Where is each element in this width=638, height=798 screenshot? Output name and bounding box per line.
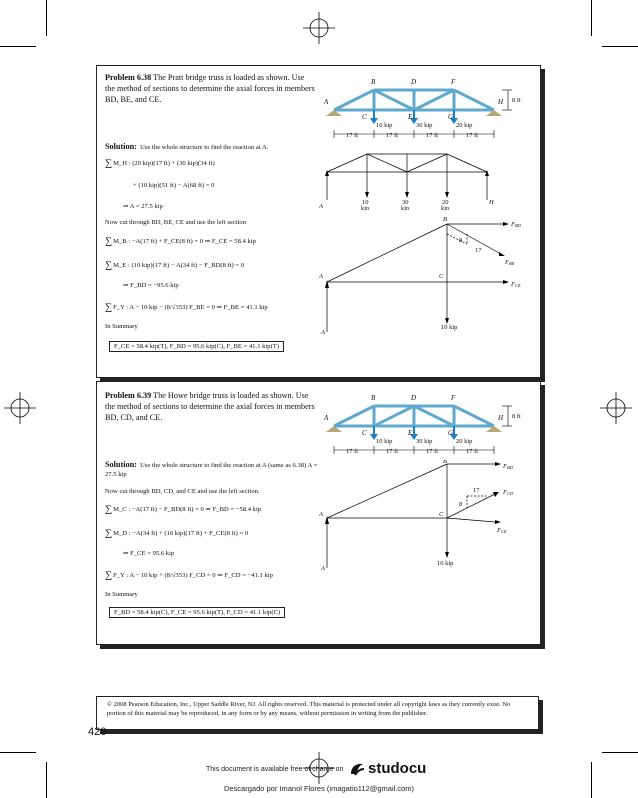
solution-intro	[105, 142, 268, 152]
svg-text:20: 20	[442, 199, 449, 206]
svg-text:E: E	[408, 429, 413, 437]
crop-mark	[602, 46, 638, 47]
in-summary: In Summary	[105, 323, 138, 330]
equation: ∑F_Y : A − 10 kip + (8/√353) F_CD = 0 ⇒ F_CD = −41.1 kip	[105, 570, 273, 581]
equation: + (10 kip)(51 ft) − A(68 ft) = 0	[133, 182, 215, 189]
registration-mark	[303, 12, 335, 44]
svg-text:C: C	[439, 511, 444, 518]
svg-text:kip: kip	[401, 205, 410, 210]
solution-label: Solution:	[105, 142, 137, 151]
equation: ⇒ A = 27.5 kip	[123, 203, 163, 210]
node-label: A	[324, 98, 329, 106]
equation: ∑F_Y : A − 10 kip − (8/√353) F_BE = 0 ⇒ F_BE = 41.1 kip	[105, 302, 268, 313]
node-label: D	[411, 78, 417, 86]
node-label: C	[362, 113, 367, 121]
crop-mark	[0, 752, 36, 753]
svg-text:A: A	[319, 273, 323, 280]
svg-text:B: B	[443, 460, 447, 465]
svg-text:FCE: FCE	[497, 527, 507, 534]
problem-6-39-box	[96, 381, 541, 645]
node-label: E	[408, 113, 413, 121]
studocu-logo[interactable]: studocu	[368, 760, 427, 777]
cut-text: Now cut through BD, BE, CE and use the left section	[105, 219, 247, 226]
height-label: 8 ft	[512, 97, 521, 104]
sigma-icon: ∑	[105, 260, 113, 271]
node-label: B	[371, 78, 376, 86]
sigma-icon: ∑	[105, 158, 113, 169]
svg-text:8: 8	[459, 501, 463, 508]
howe-truss-figure	[322, 388, 536, 458]
svg-text:30: 30	[402, 199, 409, 206]
span-label: 17 ft	[426, 132, 439, 139]
problem-statement	[105, 390, 315, 423]
page-number: 420	[88, 726, 107, 738]
available-text: This document is available free of charge on	[206, 766, 344, 773]
summary-box: F_BD = 58.4 kip(C), F_CE = 95.6 kip(T), F_CD = 41.1 kip(C)	[109, 607, 285, 618]
load-label: 10 kip	[376, 122, 393, 129]
svg-text:FBE: FBE	[505, 259, 515, 266]
svg-text:10 kip: 10 kip	[441, 324, 458, 331]
span-label: 17 ft	[386, 132, 399, 139]
svg-text:kip: kip	[441, 205, 450, 210]
equation: ⇒ F_CE = 95.6 kip	[123, 550, 175, 557]
pratt-truss-figure	[322, 72, 536, 142]
problem-text: The Howe bridge truss is loaded as shown. Use the method of sections to determine the axial forces in members BD, CD, and CE.	[105, 391, 315, 422]
section-fbd-6-38	[315, 214, 535, 334]
whole-structure-fbd	[315, 146, 515, 210]
svg-text:FCE: FCE	[511, 281, 521, 288]
sigma-icon: ∑	[105, 236, 113, 247]
svg-text:10 kip: 10 kip	[376, 438, 393, 445]
svg-text:17 ft: 17 ft	[466, 448, 479, 455]
svg-text:F: F	[451, 394, 456, 402]
crop-mark	[591, 0, 592, 36]
svg-text:B: B	[443, 216, 447, 223]
sigma-icon: ∑	[105, 528, 113, 539]
svg-text:G: G	[448, 429, 454, 437]
svg-text:30 kip: 30 kip	[416, 438, 433, 445]
svg-text:B: B	[371, 394, 376, 402]
svg-text:FBD: FBD	[511, 221, 521, 228]
node-label: F	[451, 78, 456, 86]
registration-mark	[600, 392, 632, 424]
span-label: 17 ft	[466, 132, 479, 139]
cut-text: Now cut through BD, CD, and CE and use the left section.	[105, 488, 260, 495]
sigma-icon: ∑	[105, 302, 113, 313]
span-label: 17 ft	[346, 132, 359, 139]
problem-title: Problem 6.38	[105, 73, 152, 82]
svg-text:H: H	[489, 199, 494, 206]
sigma-icon: ∑	[105, 570, 113, 581]
summary-box: F_CE = 58.4 kip(T), F_BD = 95.6 kip(C), F_BE = 41.1 kip(T)	[109, 341, 284, 352]
svg-text:C: C	[362, 429, 367, 437]
equation: ∑M_D : −A(34 ft) + (10 kip)(17 ft) + F_CE(8 ft) = 0	[105, 528, 249, 539]
svg-text:kip: kip	[361, 205, 370, 210]
node-label: H	[498, 98, 504, 106]
crop-mark	[46, 0, 47, 36]
svg-text:H: H	[498, 414, 504, 422]
svg-text:8: 8	[459, 237, 463, 244]
solution-intro	[105, 460, 325, 479]
svg-text:17: 17	[475, 247, 482, 254]
svg-text:A: A	[321, 329, 325, 334]
svg-text:20 kip: 20 kip	[456, 438, 473, 445]
equation: ⇒ F_BD = −95.6 kip	[123, 282, 179, 289]
solution-label: Solution:	[105, 460, 137, 469]
svg-text:17 ft: 17 ft	[386, 448, 399, 455]
svg-text:8 ft: 8 ft	[512, 413, 521, 420]
equation: ∑M_H : (20 kip)(17 ft) + (30 kip)(34 ft)	[105, 158, 215, 169]
svg-text:10 kip: 10 kip	[437, 560, 454, 567]
problem-text: The Pratt bridge truss is loaded as shown. Use the method of sections to determine the axial forces in members BD, BE, and CE.	[105, 73, 315, 104]
solution-text: Use the whole structure to find the reaction at A (same as 6.38) A = 27.5 kip	[105, 462, 318, 478]
load-label: 30 kip	[416, 122, 433, 129]
registration-mark	[4, 392, 36, 424]
svg-text:FCD: FCD	[503, 489, 514, 496]
node-label: G	[448, 113, 454, 121]
crop-mark	[0, 46, 36, 47]
problem-statement	[105, 72, 315, 105]
svg-text:A: A	[324, 414, 329, 422]
load-label: 20 kip	[456, 122, 473, 129]
svg-text:C: C	[439, 273, 444, 280]
svg-text:A: A	[319, 511, 323, 518]
download-credit: Descargado por Imanol Flores (imagatio112@gmail.com)	[223, 784, 415, 793]
section-fbd-6-39	[315, 460, 535, 578]
in-summary: In Summary	[105, 591, 138, 598]
sigma-icon: ∑	[105, 504, 113, 515]
solution-text: Use the whole structure to find the reaction at A.	[140, 144, 269, 151]
problem-6-38-box	[96, 65, 541, 378]
svg-text:17: 17	[473, 487, 480, 494]
svg-text:D: D	[411, 394, 417, 402]
svg-text:FBD: FBD	[503, 463, 513, 470]
svg-text:A: A	[321, 565, 325, 572]
equation: ∑M_E : (10 kip)(17 ft) − A(34 ft) − F_BD(8 ft) = 0	[105, 260, 245, 271]
crop-mark	[602, 752, 638, 753]
studocu-logo-icon	[348, 760, 366, 778]
svg-text:17 ft: 17 ft	[426, 448, 439, 455]
svg-text:17 ft: 17 ft	[346, 448, 359, 455]
svg-text:10: 10	[362, 199, 369, 206]
copyright-box	[96, 696, 539, 730]
svg-text:A: A	[319, 203, 323, 210]
equation: ∑M_B : −A(17 ft) + F_CE(8 ft) = 0 ⇒ F_CE = 58.4 kip	[105, 236, 256, 247]
copyright-text: © 2008 Pearson Education, Inc., Upper Saddle River, NJ. All rights reserved. This material is protected under all copyright laws as they currently exist. No portion of this material may be reproduced, in any form or by any means, without permission in writing from the publisher.	[107, 701, 511, 717]
problem-title: Problem 6.39	[105, 391, 152, 400]
equation: ∑M_C : −A(17 ft) − F_BD(8 ft) = 0 ⇒ F_BD = −58.4 kip	[105, 504, 262, 515]
